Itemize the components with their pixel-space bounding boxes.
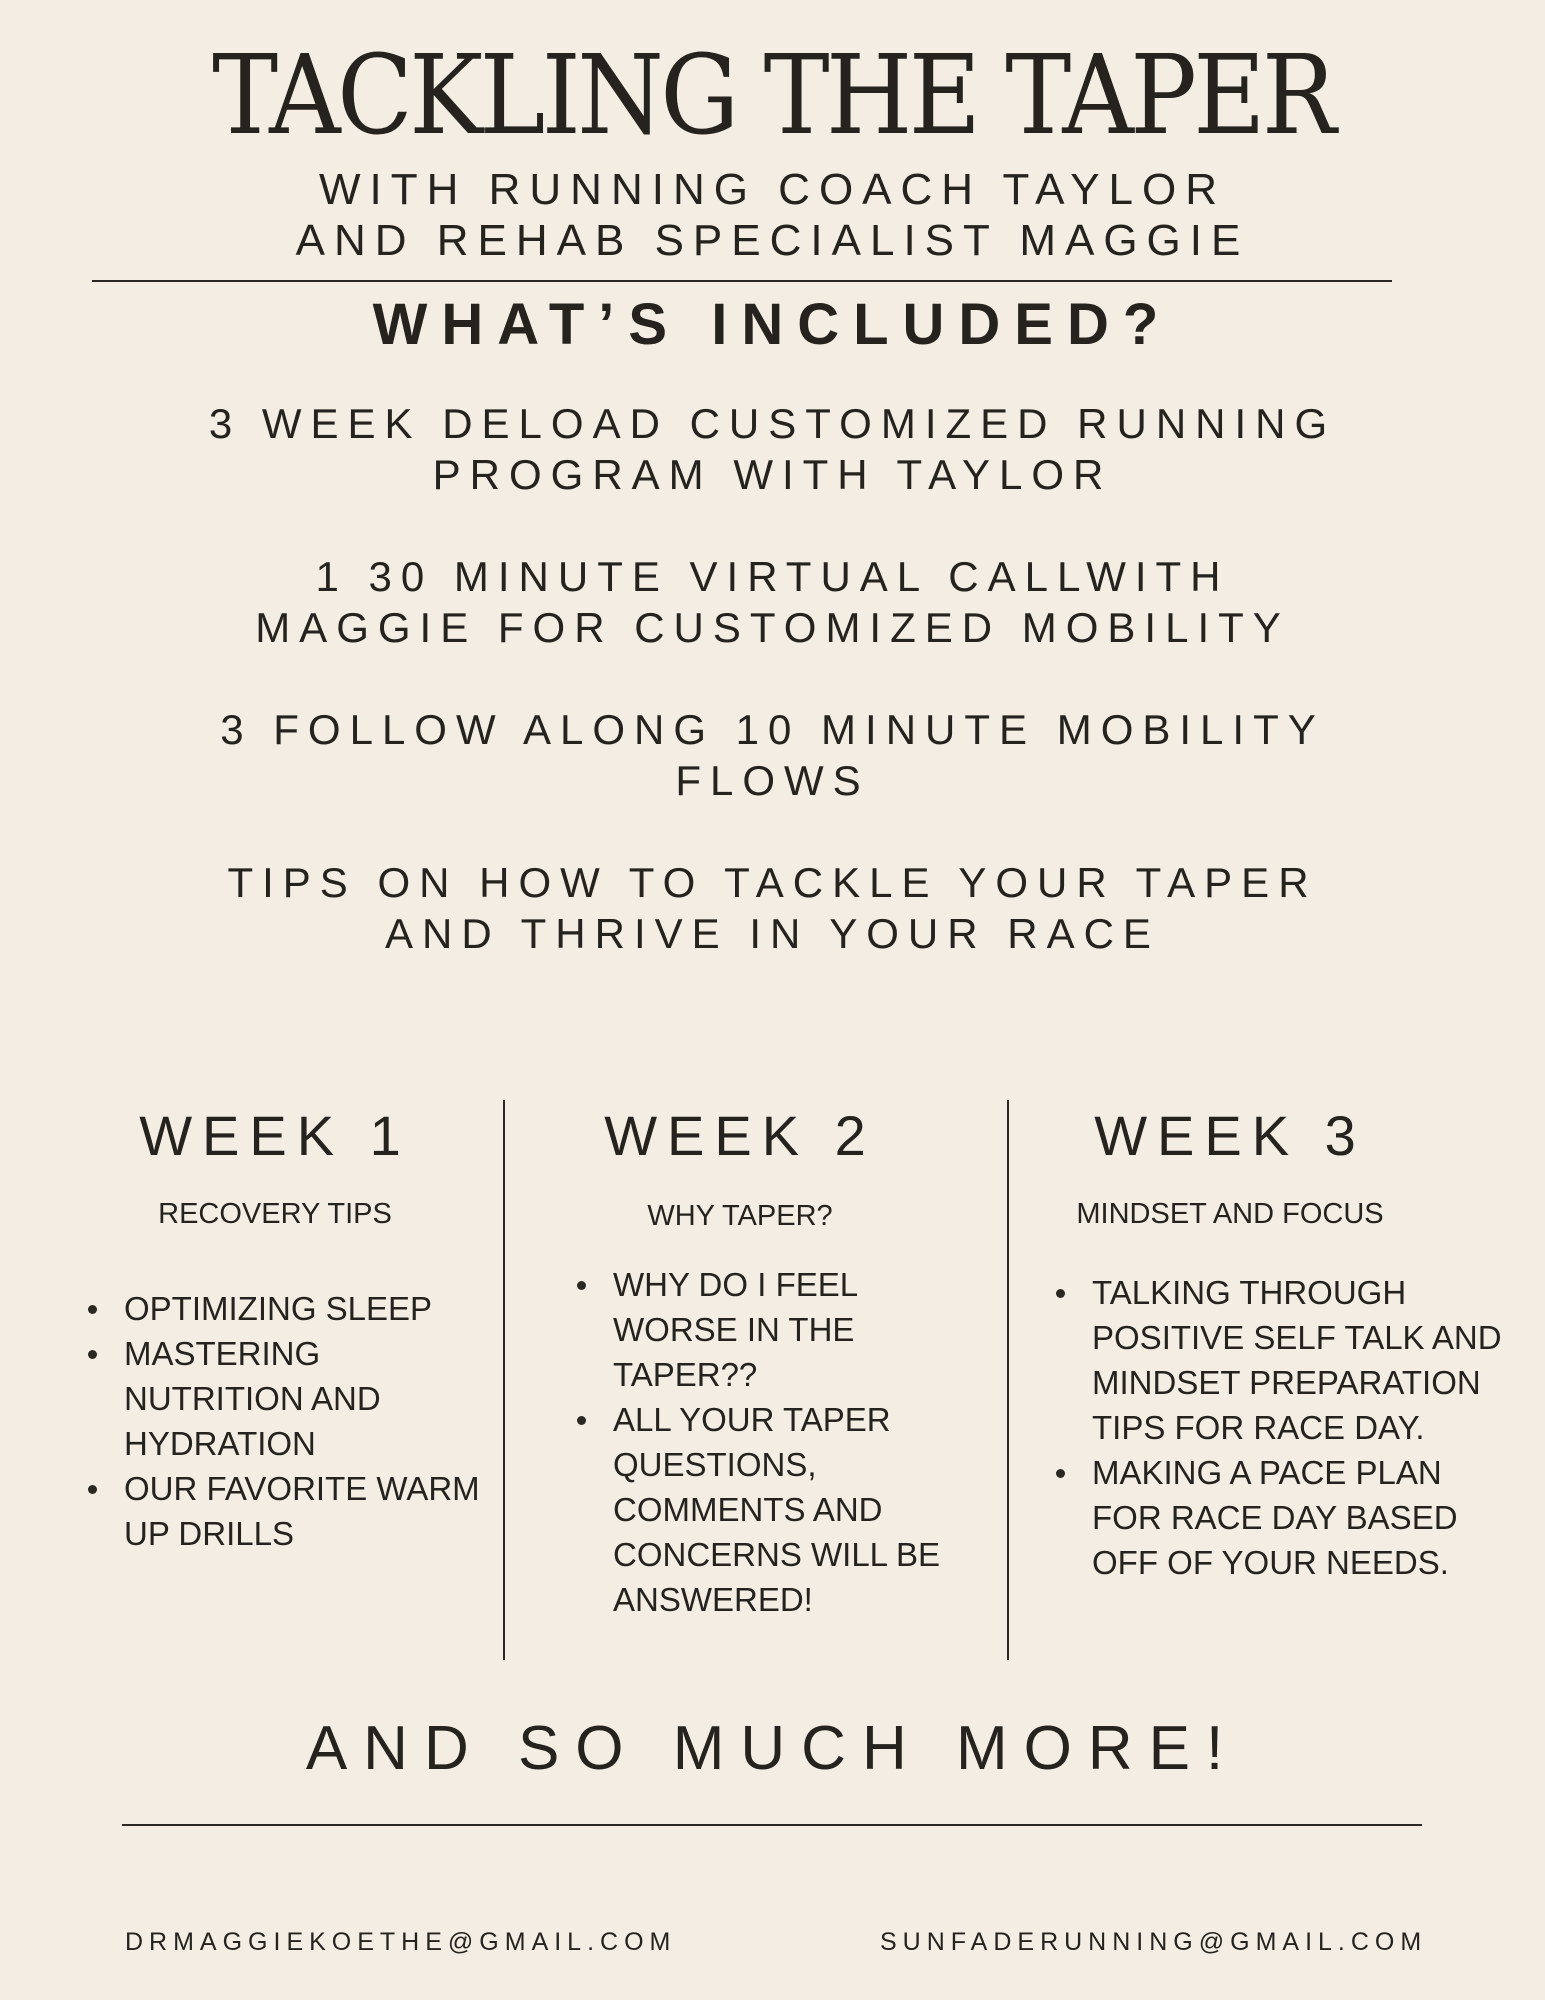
included-item-2-line-1: 1 30 MINUTE VIRTUAL CALLWITH	[315, 553, 1230, 600]
included-item-4-line-1: TIPS ON HOW TO TACKLE YOUR TAPER	[227, 859, 1318, 906]
email-left: DRMAGGIEKOETHE@GMAIL.COM	[125, 1928, 677, 1956]
included-item-1	[0, 398, 1545, 500]
included-item-2-line-2: MAGGIE FOR CUSTOMIZED MOBILITY	[255, 604, 1290, 651]
included-heading: WHAT’S INCLUDED?	[372, 292, 1173, 357]
list-item: OUR FAVORITE WARM UP DRILLS	[124, 1466, 504, 1556]
included-item-1-line-1: 3 WEEK DELOAD CUSTOMIZED RUNNING	[208, 400, 1337, 447]
page-title: TACKLING THE TAPER	[212, 31, 1333, 159]
footer-divider	[122, 1824, 1422, 1826]
included-item-3-line-2: FLOWS	[675, 757, 870, 804]
week-2-subtitle: WHY TAPER?	[647, 1200, 833, 1232]
list-item: MASTERING NUTRITION AND HYDRATION	[124, 1331, 414, 1466]
subtitle-line-2: AND REHAB SPECIALIST MAGGIE	[295, 216, 1250, 265]
week-1-title: WEEK 1	[139, 1104, 411, 1167]
included-item-1-line-2: PROGRAM WITH TAYLOR	[432, 451, 1113, 498]
closing-text: AND SO MUCH MORE!	[305, 1714, 1240, 1783]
week-2-column	[520, 1104, 960, 1232]
included-item-4-line-2: AND THRIVE IN YOUR RACE	[385, 910, 1160, 957]
column-divider-2	[1007, 1100, 1009, 1660]
included-item-3	[0, 704, 1545, 806]
week-3-title: WEEK 3	[1094, 1104, 1366, 1167]
list-item: ALL YOUR TAPER QUESTIONS, COMMENTS AND CONCERNS WILL BE ANSWERED!	[613, 1397, 963, 1622]
included-item-2	[0, 551, 1545, 653]
week-2-bullets	[613, 1262, 973, 1622]
subtitle-line-1: WITH RUNNING COACH TAYLOR	[318, 165, 1227, 214]
included-item-4	[0, 857, 1545, 959]
week-2-title: WEEK 2	[604, 1104, 876, 1167]
list-item: MAKING A PACE PLAN FOR RACE DAY BASED OFF OF YOUR NEEDS.	[1092, 1450, 1492, 1585]
week-1-subtitle: RECOVERY TIPS	[158, 1198, 392, 1230]
week-3-column	[1020, 1104, 1440, 1230]
email-right: SUNFADERUNNING@GMAIL.COM	[880, 1928, 1428, 1956]
header-divider	[92, 280, 1392, 282]
list-item: WHY DO I FEEL WORSE IN THE TAPER??	[613, 1262, 873, 1397]
week-1-bullets	[124, 1286, 504, 1556]
included-item-3-line-1: 3 FOLLOW ALONG 10 MINUTE MOBILITY	[220, 706, 1325, 753]
list-item: TALKING THROUGH POSITIVE SELF TALK AND MINDSET PREPARATION TIPS FOR RACE DAY.	[1092, 1270, 1504, 1450]
list-item: OPTIMIZING SLEEP	[124, 1286, 504, 1331]
week-3-bullets	[1092, 1270, 1512, 1585]
week-3-subtitle: MINDSET AND FOCUS	[1076, 1198, 1384, 1230]
week-1-column	[60, 1104, 490, 1230]
